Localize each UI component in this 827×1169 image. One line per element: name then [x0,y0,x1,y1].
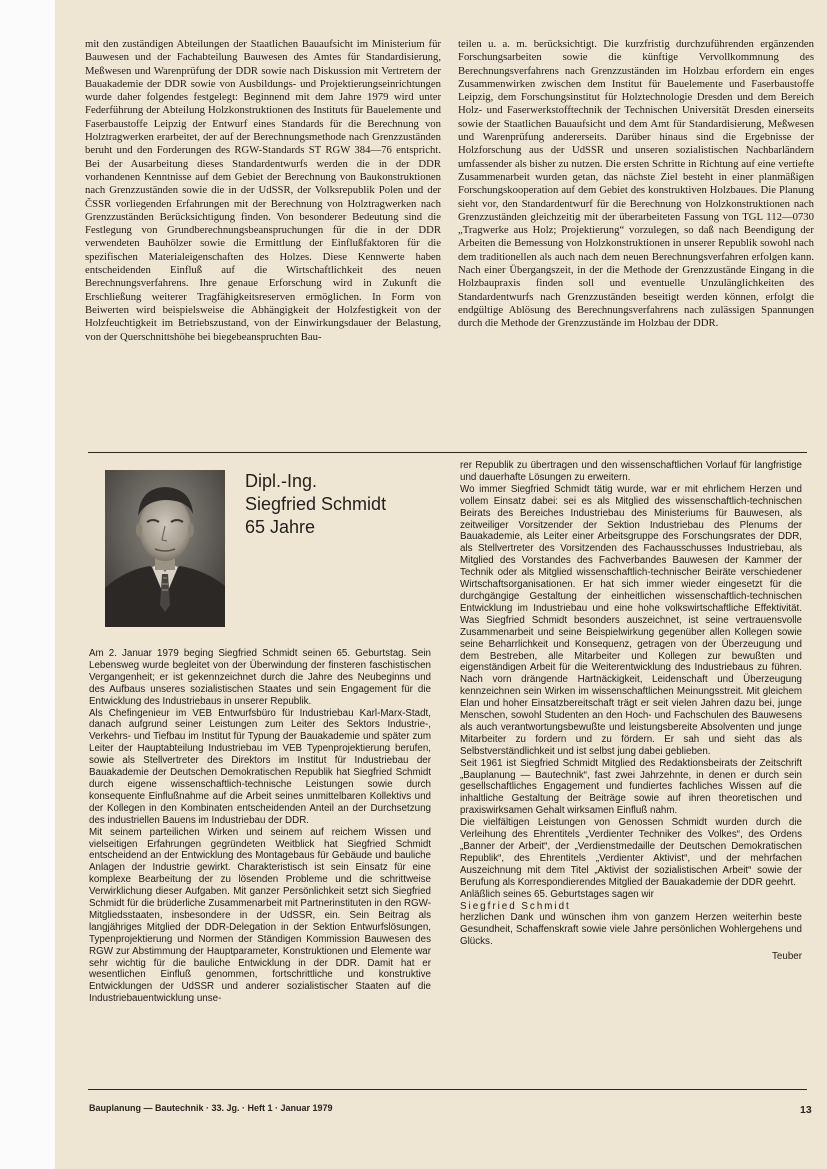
headline-title: Dipl.-Ing. [245,471,318,491]
author-signature: Teuber [772,951,802,963]
section-divider-top [88,452,807,453]
headline-age: 65 Jahre [245,517,316,537]
tribute-right-column [460,460,802,1082]
article-right-text: teilen u. a. m. berücksichtigt. Die kurzfristig durchzuführenden ergänzenden Forschungsarbeiten sowie die künftige Vervollkommnung des Berechnungsverfahrens nach Grenzzuständen im Holzbau erfordern ein enges Zusammenwirken zwischen dem Institut für Bauelemente und Faserbaustoffe Leipzig, dem Forschungsinstitut für Holztechnologie Dresden und dem Bereich Holz- und Faserwerkstofftechnik der Technischen Universität Dresden einerseits sowie der Staatlichen Bauaufsicht und dem Amt für Standardisierung, Meßwesen und Warenprüfung andererseits. Darüber hinaus sind die Ergebnisse der Holzforschung aus der UdSSR und unseren sozialistischen Nachbarländern umfassender als bisher zu nutzen. Die ersten Schritte in Richtung auf eine vertiefte Zusammenarbeit wurden getan, das nächste Ziel besteht in einer planmäßigen Forschungskooperation auf dem Gebiet des konstruktiven Holzbaues. Die Planung sieht vor, den Standardentwurf für die Berechnung von Holzkonstruktionen nach Grenzzuständen gleichzeitig mit der überarbeiteten Fassung von TGL 112—0730 „Tragwerke aus Holz; Projektierung“ vorzulegen, so daß nach Beendigung der Arbeiten die Bemessung von Holzkonstruktionen in unserer Republik sowohl nach dem traditionellen als auch nach dem neuen Berechnungsverfahren erfolgen kann. Nach einer Übergangszeit, in der die Methode der Grenzzustände Eingang in die Holzbaupraxis finden soll und eventuelle Unzulänglichkeiten des Standardentwurfs nach Grenzzuständen beseitigt werden können, erfolgt die endgültige Ablösung des Berechnungsverfahrens nach zulässigen Spannungen durch die Methode der Grenzzustände im Holzbau der DDR. [458,38,814,330]
greeting-name: Siegfried Schmidt [460,900,571,912]
tribute-paragraph: Anläßlich seines 65. Geburtstages sagen wir [460,888,654,900]
article-left-text: mit den zuständigen Abteilungen der Staatlichen Bauaufsicht im Ministerium für Bauwesen und der Fachabteilung Bauwesen des Amtes für Standardisierung, Meßwesen und Warenprüfung der DDR sowie nach Diskussion mit Vertretern der Bauakademie der DDR sowie von Ausbildungs- und Projektierungseinrichtungen wurde daher folgendes festgelegt: Beginnend mit dem Jahre 1979 wird unter Federführung der Abteilung Holzkonstruktionen des Instituts für Bauelemente und Faserbaustoffe Leipzig der Entwurf eines Standards für die Berechnung von Holztragwerken erarbeitet, der auf der Berechnungsmethode nach Grenzzuständen beruht und den Forderungen des RGW-Standards ST RGW 384—76 entspricht. Bei der Ausarbeitung dieses Standardentwurfs werden die in der DDR vorhandenen Kenntnisse auf dem Gebiet der Berechnung von Baukonstruktionen nach Grenzzuständen sowie die in der UdSSR, der Volksrepublik Polen und der ČSSR vorliegenden Erfahrungen mit der Berechnung von Holztragwerken nach Grenzzuständen Berücksichtigung finden. Von besonderer Bedeutung sind die Festlegung von Grundberechnungsbeanspruchungen für die in der DDR verwendeten Bauhölzer sowie die Ermittlung der Einflußfaktoren für die spezifischen Materialeigenschaften des Holzes. Diese Kennwerte haben entscheidenden Einfluß auf die Wirtschaftlichkeit des neuen Berechnungsverfahrens. Ihre genaue Erforschung wird in Zukunft die Erschließung weiterer Tragfähigkeitsreserven ermöglichen. In Form von Beiwerten wird beispielsweise die Abhängigkeit der Holzfestigkeit von der Holzfeuchtigkeit im Betriebszustand, von der Einwirkungsdauer der Belastung, von der Querschnittshöhe bei biegebeanspruchten Bau- [85,38,441,343]
tribute-paragraph: Die vielfältigen Leistungen von Genossen Schmidt wurden durch die Verleihung des Ehrentitels „Verdienter Techniker des Volkes“, des Ordens „Banner der Arbeit“, der „Verdienstmedaille der Deutschen Demokratischen Republik“, des Ehrentitels „Verdienter Aktivist“, und der mehrfachen Auszeichnung mit dem Titel „Aktivist der sozialistischen Arbeit“ sowie der Berufung als Korrespondierendes Mitglied der Bauakademie der DDR geehrt. [460,817,802,888]
section-divider-bottom [88,1089,807,1090]
tribute-left-column [89,648,431,1076]
headline-name: Siegfried Schmidt [245,494,387,514]
tribute-paragraph: Als Chefingenieur im VEB Entwurfsbüro für Industriebau Karl-Marx-Stadt, danach aufgrund seiner Leistungen zum Leiter des Sektors Industrie-, Verkehrs- und Tiefbau im Institut für Typung der Bauakademie und später zum Leiter der Hauptabteilung Industriebau im VEB Typenprojektierung berufen, sowie als Stellvertreter des Direktors im Institut für Industriebau der Bauakademie der Deutschen Demokratischen Republik hat Siegfried Schmidt durch eigene wissenschaftlich-technische Leistungen sowie durch konsequente Einflußnahme auf die Arbeit seines unmittelbaren Kollektivs und der Kollegen in den Kombinaten entscheidenden Anteil an der Durchsetzung des industriellen Bauens im Industriebau der DDR. [89,707,431,826]
tribute-paragraph: rer Republik zu übertragen und den wissenschaftlichen Vorlauf für langfristige und dauerhafte Lösungen zu erweitern. [460,460,802,483]
article-right-column [458,38,814,416]
tribute-headline [245,470,386,539]
tribute-paragraph: Wo immer Siegfried Schmidt tätig wurde, war er mit ehrlichem Herzen und vollem Einsatz dabei: sei es als Mitglied des wissenschaftlich-technischen Beirats des Bereiches Industriebau des Ministeriums für Bauwesen, als zeitweiliger Vorsitzender der Sektion Industriebau des Plenums der Bauakademie, als Leiter einer Arbeitsgruppe des Forschungsrates der DDR, als Stellvertreter des Vorsitzenden des Fachausschusses Industriebau, als Mitglied des Vorstandes des Fachverbandes Bauwesen der Kammer der Technik oder als Mitglied wissenschaftlich-technischer Beiräte verschiedener Wirtschaftsorganisationen. Er hat sich immer wieder eingesetzt für die durchgängige Gestaltung der einheitlichen wissenschaftlich-technischen Entwicklung im Industriebau und eine hohe volkswirtschaftliche Effektivität. Was Siegfried Schmidt besonders auszeichnet, ist seine vertrauensvolle Zusammenarbeit und seine Beispielwirkung gegenüber allen Kollegen sowie seine Beharrlichkeit und Konsequenz, getragen von der Überzeugung und dem Bestreben, alle Mitarbeiter und Kollegen zur bewußten und eigenständigen Arbeit für die Weiterentwicklung des Industriebaus zu führen. Nach vorn drängende Hartnäckigkeit, Leidenschaft und Überzeugung kennzeichnen sein Wirken im wissenschaftlichen Meinungsstreit. Mit gleichem Elan und hoher Einsatzbereitschaft trägt er seit vielen Jahren dazu bei, junge Menschen, sowohl Studenten an den Hoch- und Fachschulen des Bauwesens als auch verantwortungsbewußte und leistungsbereite Absolventen und junge Mitarbeiter zu fordern und zu fördern. Er sah und sieht das als Selbstverständlichkeit und ist selbst jung dabei geblieben. [460,483,802,757]
journal-footer: Bauplanung — Bautechnik · 33. Jg. · Heft 1 · Januar 1979 [89,1103,333,1113]
tribute-paragraph: Am 2. Januar 1979 beging Siegfried Schmidt seinen 65. Geburtstag. Sein Lebensweg wurde begleitet von der Überwindung der finsteren faschistischen Vergangenheit; er ist gekennzeichnet durch die Jahre des Neubeginns und des Aufbaus unseres sozialistischen Staates und sein Engagement für die Entwicklung des Industriebaus in unserer Republik. [89,648,431,707]
page-number: 13 [800,1104,812,1116]
portrait-photo [105,470,225,627]
closing-text: herzlichen Dank und wünschen ihm von ganzem Herzen weiterhin beste Gesundheit, Schaffenskraft sowie viele Jahre persönlichen Wohlergehens und Glücks. [460,912,802,948]
tribute-paragraph: Mit seinem parteilichen Wirken und seinem auf reichem Wissen und vielseitigen Erfahrungen gegründeten Weitblick hat Siegfried Schmidt entscheidend an der Entwicklung des Montagebaus für Gebäude und bauliche Anlagen der Industrie gewirkt. Charakteristisch ist sein Einsatz für eine komplexe Bearbeitung der zu lösenden Probleme und die schrittweise Verwirklichung dieser Aufgaben. Mit ganzer Persönlichkeit setzt sich Siegfried Schmidt für die brüderliche Zusammenarbeit mit Partnerinstituten in den RGW-Mitgliedsstaaten, insbesondere in der UdSSR, ein. Sein Beitrag als langjähriges Mitglied der DDR-Delegation in der Sektion Entwurfslösungen, Typenprojektierung und Normen der Ständigen Kommission Bauwesen des RGW zur Abstimmung der Hauptparameter, Konstruktionen und Elemente war sehr wichtig für die bauliche Entwicklung in der DDR. Damit hat er wesentlichen Einfluß genommen, fortschrittliche und konstruktive Entwicklungen der UdSSR und anderer sozialistischer Staaten auf die Industriebauentwicklung unse- [89,826,431,1005]
tribute-paragraph: Seit 1961 ist Siegfried Schmidt Mitglied des Redaktionsbeirats der Zeitschrift „Bauplanung — Bautechnik“, fast zwei Jahrzehnte, in denen er durch sein gesellschaftliches Engagement und fundiertes fachliches Wissen auf die inhaltliche Gestaltung der Beiträge sowie auf ihren theoretischen und praxiswirksamen Gehalt wirksamen Einfluß nahm. [460,757,802,817]
article-left-column [85,38,441,416]
